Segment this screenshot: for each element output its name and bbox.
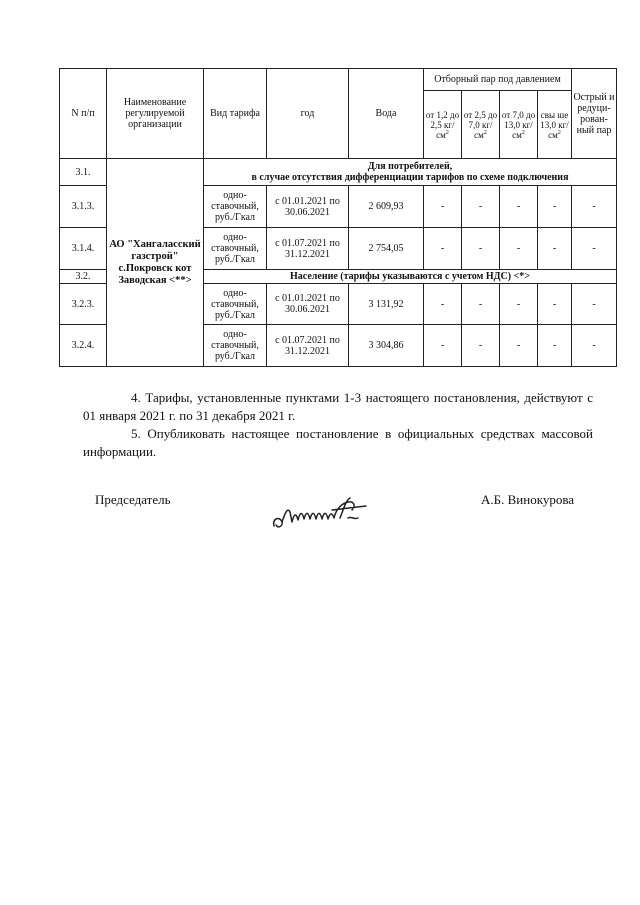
header-pressure-2: от 2,5 до 7,0 кг/ $см^2$ — [462, 91, 500, 159]
table-row: 3.2.3. одно- ставочный, руб./Гкал с 01.01.2021 по 30.06.2021 3 131,92 - - - - - — [60, 284, 617, 325]
organization-name: АО "Хангаласский газстрой" с.Покровск кот Заводская <**> — [107, 159, 204, 367]
header-pressure-3: от 7,0 до 13,0 кг/ $см^2$ — [500, 91, 538, 159]
header-num: N п/п — [60, 69, 107, 159]
header-tariff-type: Вид тарифа — [204, 69, 267, 159]
signatory-title: Председатель — [95, 492, 171, 507]
header-year: год — [267, 69, 349, 159]
handwritten-signature — [270, 496, 380, 534]
paragraph-4: 4. Тарифы, установленные пунктами 1-3 настоящего постановления, действуют с 01 января 2021 г. по 31 декабря 2021 г. — [83, 390, 593, 423]
signatory-name: А.Б. Винокурова — [481, 492, 575, 507]
table-row: 3.1.4. одно- ставочный, руб./Гкал с 01.07.2021 по 31.12.2021 2 754,05 - - - - - — [60, 228, 617, 270]
header-org: Наименование регулируемой организации — [107, 69, 204, 159]
group-row-consumers — [60, 159, 617, 186]
group-num: 3.2. — [60, 270, 107, 284]
group-title: Для потребителей, в случае отсутствия дифференциации тарифов по схеме подключения — [204, 159, 617, 186]
group-title: Население (тарифы указываются с учетом НДС) <*> — [204, 270, 617, 284]
group-num: 3.1. — [60, 159, 107, 186]
header-water: Вода — [349, 69, 424, 159]
paragraph-5: 5. Опубликовать настоящее постановление в официальных средствах массовой информации. — [83, 426, 593, 459]
header-steam: Отборный пар под давлением — [424, 69, 572, 91]
header-pressure-4: свы ше 13,0 кг/ $см^2$ — [538, 91, 572, 159]
table-row: 3.1.3. одно- ставочный, руб./Гкал с 01.01.2021 по 30.06.2021 2 609,93 - - - - - — [60, 186, 617, 228]
table-row: 3.2.4. одно- ставочный, руб./Гкал с 01.07.2021 по 31.12.2021 3 304,86 - - - - - — [60, 325, 617, 367]
header-sharp-steam: Острый и редуци- рован- ный пар — [572, 69, 617, 159]
header-pressure-1: от 1,2 до 2,5 кг/ $см^2$ — [424, 91, 462, 159]
tariff-table — [59, 68, 617, 367]
